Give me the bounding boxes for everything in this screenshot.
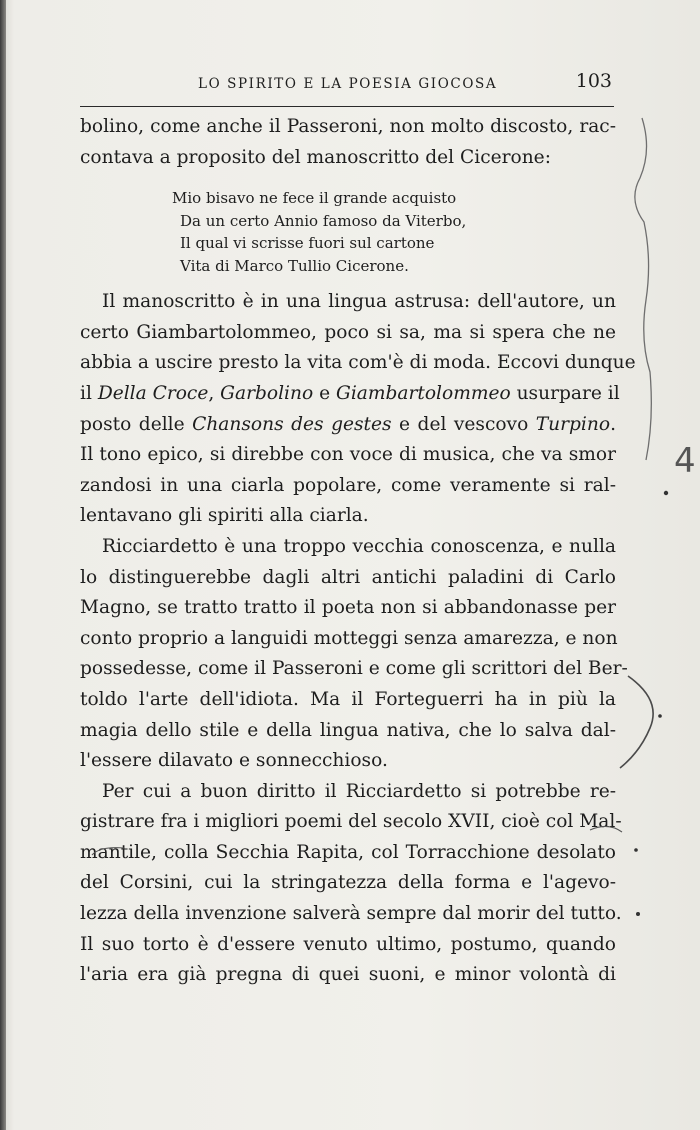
italic-title: Chansons des gestes <box>192 413 392 435</box>
text-line: abbia a uscire presto la vita com'è di moda. Eccovi dunque <box>80 352 636 374</box>
body-text <box>80 112 636 991</box>
text-line: toldo l'arte dell'idiota. Ma il Forteguerri ha in più la <box>80 688 616 710</box>
text-line: Ricciardetto è una troppo vecchia conoscenza, e nulla <box>102 535 616 557</box>
margin-bracket-mark <box>635 118 651 460</box>
margin-dot <box>636 912 640 916</box>
italic-title: Giambartolommeo <box>336 382 511 404</box>
text-line: lezza della invenzione salverà sempre dal morir del tutto. <box>80 903 622 925</box>
text-run: e <box>313 382 336 404</box>
text-line: lentavano gli spiriti alla ciarla. <box>80 505 369 527</box>
verse-line: Il qual vi scrisse fuori sul cartone <box>180 234 435 253</box>
text-run: . <box>610 413 616 435</box>
text-run: usurpare il <box>510 382 620 404</box>
text-line: certo Giambartolommeo, poco si sa, ma si spera che ne <box>80 321 616 343</box>
text-line: Il tono epico, si direbbe con voce di musica, che va smor <box>80 444 616 466</box>
verse-line: Da un certo Annio famoso da Viterbo, <box>180 211 467 230</box>
verse-quotation <box>172 187 616 277</box>
text-line: l'essere dilavato e sonnecchioso. <box>80 750 388 772</box>
text-run: il <box>80 382 98 404</box>
text-line <box>80 410 616 441</box>
text-run: , <box>208 382 221 404</box>
text-line: l'aria era già pregna di quei suoni, e minor volontà di <box>80 964 616 986</box>
running-title: LO SPIRITO E LA POESIA GIOCOSA <box>198 76 498 92</box>
page-header <box>80 64 616 96</box>
italic-title: Della Croce <box>97 382 209 404</box>
text-line: Il suo torto è d'essere venuto ultimo, postumo, quando <box>80 933 616 955</box>
margin-dot <box>658 714 662 718</box>
text-line: del Corsini, cui la stringatezza della forma e l'agevo- <box>80 872 616 894</box>
italic-title: Turpino <box>535 413 611 435</box>
text-line: Il manoscritto è in una lingua astrusa: dell'autore, un <box>102 291 616 313</box>
text-line: lo distinguerebbe dagli altri antichi paladini di Carlo <box>80 566 616 588</box>
book-spine-edge <box>0 0 6 1130</box>
verse-line: Vita di Marco Tullio Cicerone. <box>180 256 409 275</box>
verse-line: Mio bisavo ne fece il grande acquisto <box>172 189 457 208</box>
header-rule <box>80 106 614 107</box>
text-line: zandosi in una ciarla popolare, come veramente si ral- <box>80 474 616 496</box>
margin-dot <box>634 848 638 852</box>
text-line: gistrare fra i migliori poemi del secolo XVII, cioè col Mal- <box>80 811 622 833</box>
text-line: bolino, come anche il Passeroni, non molto discosto, rac- <box>80 116 616 137</box>
text-line: contava a proposito del manoscritto del Cicerone: <box>80 146 551 168</box>
text-line <box>80 379 620 410</box>
text-line: mantile, colla Secchia Rapita, col Torracchione desolato <box>80 841 616 863</box>
margin-dot <box>664 491 668 495</box>
text-line: magia dello stile e della lingua nativa, che lo salva dal- <box>80 719 616 741</box>
page-number: 103 <box>575 70 612 92</box>
margin-bracket-mark <box>620 676 653 768</box>
italic-title: Garbolino <box>220 382 314 404</box>
text-line: conto proprio a languidi motteggi senza amarezza, e non <box>80 627 618 649</box>
text-run: posto delle <box>80 413 193 435</box>
text-line: possedesse, come il Passeroni e come gli scrittori del Ber- <box>80 658 628 680</box>
text-line: Magno, se tratto tratto il poeta non si abbandonasse per <box>80 597 616 619</box>
text-run: e del vescovo <box>391 413 536 435</box>
text-line: Per cui a buon diritto il Ricciardetto si potrebbe re- <box>102 780 616 802</box>
margin-numeral: 4 <box>674 441 696 481</box>
